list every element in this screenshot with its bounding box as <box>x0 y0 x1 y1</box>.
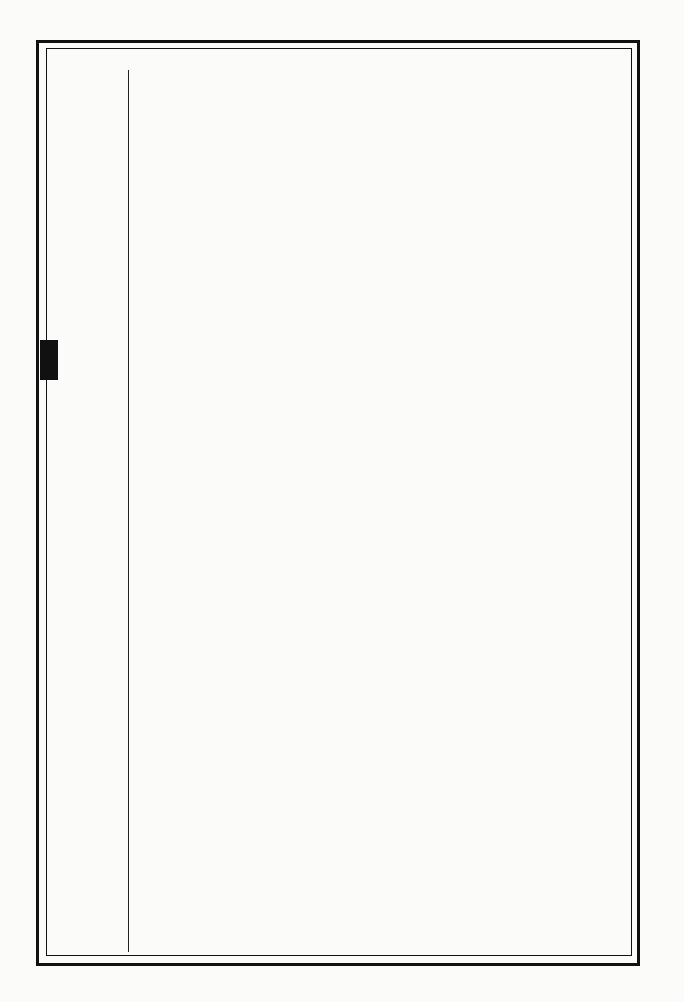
column-divider <box>128 70 129 952</box>
page-margin <box>0 0 36 1002</box>
inner-frame <box>46 48 632 956</box>
